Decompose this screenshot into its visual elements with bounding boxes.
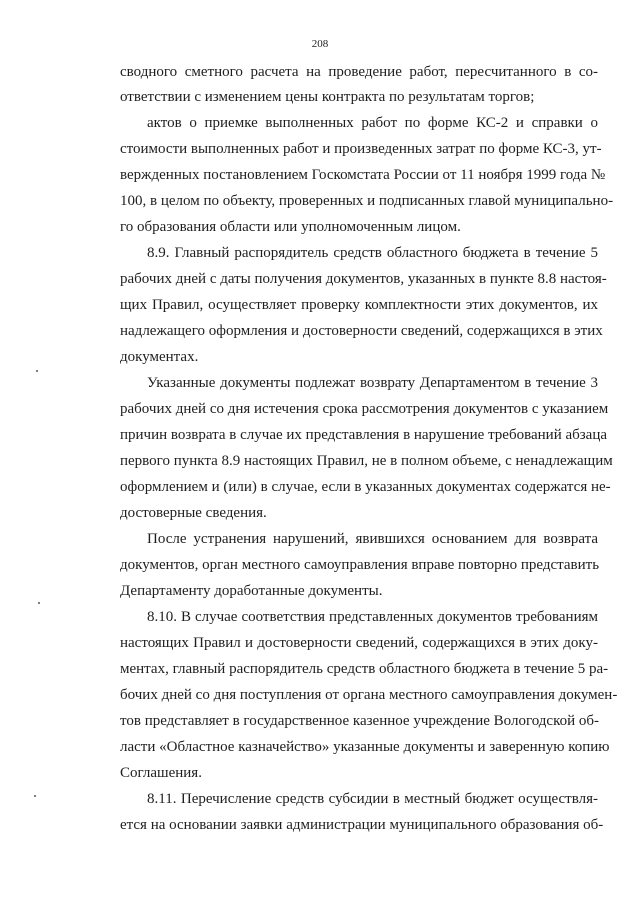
- text-line: вержденных постановлением Госкомстата России от 11 ноября 1999 года №: [120, 167, 606, 183]
- text-line: ментах, главный распорядитель средств областного бюджета в течение 5 ра-: [120, 661, 609, 677]
- text-line: документов, орган местного самоуправления вправе повторно представить: [120, 557, 600, 573]
- text-line: 8.10. В случае соответствия представленных документов требованиям: [147, 609, 598, 625]
- text-line: ласти «Областное казначейство» указанные документы и заверенную копию: [120, 739, 610, 755]
- text-line: причин возврата в случае их представления в нарушение требований абзаца: [120, 427, 608, 443]
- scan-speck: [38, 602, 40, 604]
- text-line: 100, в целом по объекту, проверенных и подписанных главой муниципально-: [120, 193, 614, 209]
- text-line: тов представляет в государственное казенное учреждение Вологодской об-: [120, 713, 600, 729]
- text-line: настоящих Правил и достоверности сведений, содержащихся в этих доку-: [120, 635, 598, 651]
- text-line: актов о приемке выполненных работ по форме КС-2 и справки о: [147, 115, 598, 131]
- text-line: 8.9. Главный распорядитель средств областного бюджета в течение 5: [147, 245, 598, 261]
- scan-speck: [36, 370, 38, 372]
- text-line: достоверные сведения.: [120, 505, 267, 521]
- text-line: рабочих дней со дня истечения срока рассмотрения документов с указанием: [120, 401, 609, 417]
- text-line: бочих дней со дня поступления от органа местного самоуправления докумен-: [120, 687, 618, 703]
- text-line: Соглашения.: [120, 765, 202, 781]
- text-line: ется на основании заявки администрации муниципального образования об-: [120, 817, 604, 833]
- page-number: 208: [311, 38, 329, 50]
- text-line: рабочих дней с даты получения документов, указанных в пункте 8.8 настоя-: [120, 271, 607, 287]
- text-line: сводного сметного расчета на проведение работ, пересчитанного в со-: [120, 64, 598, 80]
- text-line: 8.11. Перечисление средств субсидии в местный бюджет осуществля-: [147, 791, 598, 807]
- text-line: Департаменту доработанные документы.: [120, 583, 383, 599]
- text-line: щих Правил, осуществляет проверку комплектности этих документов, их: [120, 297, 598, 313]
- text-line: ответствии с изменением цены контракта по результатам торгов;: [120, 89, 535, 105]
- text-line: После устранения нарушений, явившихся основанием для возврата: [147, 531, 598, 547]
- text-line: оформлением и (или) в случае, если в указанных документах содержатся не-: [120, 479, 611, 495]
- text-line: первого пункта 8.9 настоящих Правил, не в полном объеме, с ненадлежащим: [120, 453, 613, 469]
- scan-speck: [34, 795, 36, 797]
- text-line: документах.: [120, 349, 199, 365]
- text-line: надлежащего оформления и достоверности сведений, содержащихся в этих: [120, 323, 603, 339]
- text-line: го образования области или уполномоченным лицом.: [120, 219, 461, 235]
- text-line: стоимости выполненных работ и произведенных затрат по форме КС-3, ут-: [120, 141, 602, 157]
- text-line: Указанные документы подлежат возврату Департаментом в течение 3: [147, 375, 598, 391]
